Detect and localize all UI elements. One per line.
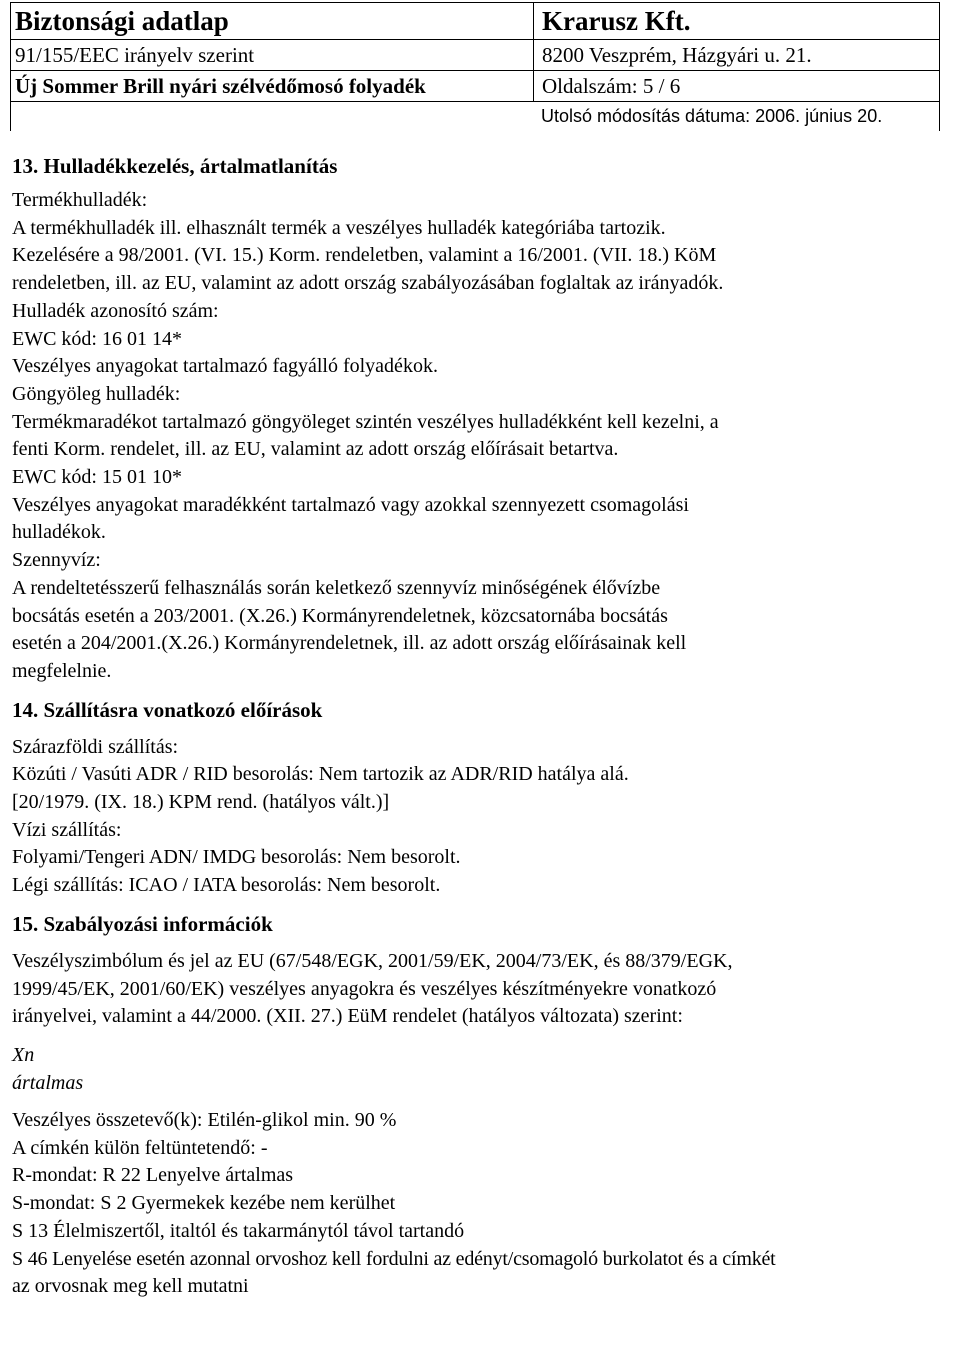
section-13-line: esetén a 204/2001.(X.26.) Kormányrendeletnek, ill. az adott ország előírásainak kell (12, 632, 687, 655)
section-14-line: Közúti / Vasúti ADR / RID besorolás: Nem tartozik az ADR/RID hatálya alá. (12, 763, 629, 786)
section-15-intro-line: Veszélyszimbólum és jel az EU (67/548/EGK, 2001/59/EK, 2004/73/EK, és 88/379/EGK, (12, 949, 733, 972)
section-15-intro-line: irányelvei, valamint a 44/2000. (XII. 27.) EüM rendelet (hatályos változata) szerint: (12, 1005, 683, 1028)
section-13-line: Termékmaradékot tartalmazó göngyöleget szintén veszélyes hulladékként kell kezelni, a (12, 410, 719, 433)
section-13-line: fenti Korm. rendelet, ill. az EU, valamint az adott ország előírásait betartva. (12, 438, 619, 461)
section-15-line: S-mondat: S 2 Gyermekek kezébe nem kerülhet (12, 1192, 396, 1215)
section-15-line: Veszélyes összetevő(k): Etilén-glikol min. 90 % (12, 1108, 397, 1131)
product-name: Új Sommer Brill nyári szélvédőmosó folyadék (11, 71, 534, 101)
section-15-line: az orvosnak meg kell mutatni (12, 1275, 249, 1298)
section-14-line: Vízi szállítás: (12, 818, 122, 841)
section-13-line: A termékhulladék ill. elhasznált termék a veszélyes hulladék kategóriába tartozik. (12, 216, 666, 239)
section-13-line: Szennyvíz: (12, 549, 101, 572)
section-14 (12, 696, 958, 900)
section-13-line: Veszélyes anyagokat maradékként tartalmazó vagy azokkal szennyezett csomagolási (12, 493, 689, 516)
header-row-directive (11, 40, 939, 71)
section-15-line: R-mondat: R 22 Lenyelve ártalmas (12, 1164, 294, 1187)
section-13 (12, 152, 958, 686)
section-13-line: Kezelésére a 98/2001. (VI. 15.) Korm. rendeletben, valamint a 16/2001. (VII. 18.) KöM (12, 244, 717, 267)
header-blank-cell (11, 102, 533, 131)
section-13-line: hulladékok. (12, 521, 106, 544)
section-13-line: Hulladék azonosító szám: (12, 299, 219, 322)
company-address: 8200 Veszprém, Házgyári u. 21. (542, 43, 812, 67)
doc-title: Biztonsági adatlap (11, 3, 534, 39)
company-name: Krarusz Kft. (542, 6, 691, 36)
document-header (10, 2, 940, 131)
hazard-symbol-code: Xn (12, 1043, 35, 1066)
header-row-title (11, 3, 939, 40)
section-13-line: EWC kód: 15 01 10* (12, 466, 182, 489)
section-14-line: Légi szállítás: ICAO / IATA besorolás: Nem besorolt. (12, 874, 441, 897)
section-13-line: EWC kód: 16 01 14* (12, 327, 182, 350)
section-13-line: rendeletben, ill. az EU, valamint az adott ország szabályozásában foglaltak az irányadók. (12, 272, 724, 295)
section-13-line: A rendeltetésszerű felhasználás során keletkező szennyvíz minőségének élővízbe (12, 576, 661, 599)
section-15-line: S 46 Lenyelése esetén azonnal orvoshoz kell fordulni az edényt/csomagoló burkolatot és a címkét (12, 1247, 776, 1270)
section-14-line: [20/1979. (IX. 18.) KPM rend. (hatályos vált.)] (12, 791, 390, 814)
section-15-line: S 13 Élelmiszertől, italtól és takarmánytól távol tartandó (12, 1219, 465, 1242)
section-13-title: 13. Hulladékkezelés, ártalmatlanítás (12, 154, 338, 178)
section-13-line: Veszélyes anyagokat tartalmazó fagyálló folyadékok. (12, 355, 438, 378)
section-13-line: Termékhulladék: (12, 189, 148, 211)
section-13-line: Göngyöleg hulladék: (12, 382, 181, 405)
modified-date: Utolsó módosítás dátuma: 2006. június 20. (541, 106, 883, 126)
section-14-line: Szárazföldi szállítás: (12, 735, 179, 758)
hazard-symbol-name: ártalmas (12, 1071, 84, 1094)
header-row-modified (11, 102, 939, 131)
document-body (12, 152, 958, 1301)
page-number: Oldalszám: 5 / 6 (542, 74, 681, 98)
section-15 (12, 910, 958, 1301)
header-row-product (11, 71, 939, 102)
section-15-intro-line: 1999/45/EK, 2001/60/EK) veszélyes anyagokra és veszélyes készítményekre vonatkozó (12, 977, 717, 1000)
section-15-title: 15. Szabályozási információk (12, 911, 273, 936)
section-13-line: bocsátás esetén a 203/2001. (X.26.) Kormányrendeletnek, közcsatornába bocsátás (12, 604, 668, 627)
section-13-line: megfelelnie. (12, 659, 112, 682)
directive-text: 91/155/EEC irányelv szerint (11, 40, 534, 70)
section-15-line: A címkén külön feltüntetendő: - (12, 1136, 268, 1159)
section-14-title: 14. Szállításra vonatkozó előírások (12, 697, 323, 722)
section-14-line: Folyami/Tengeri ADN/ IMDG besorolás: Nem besorolt. (12, 846, 461, 869)
